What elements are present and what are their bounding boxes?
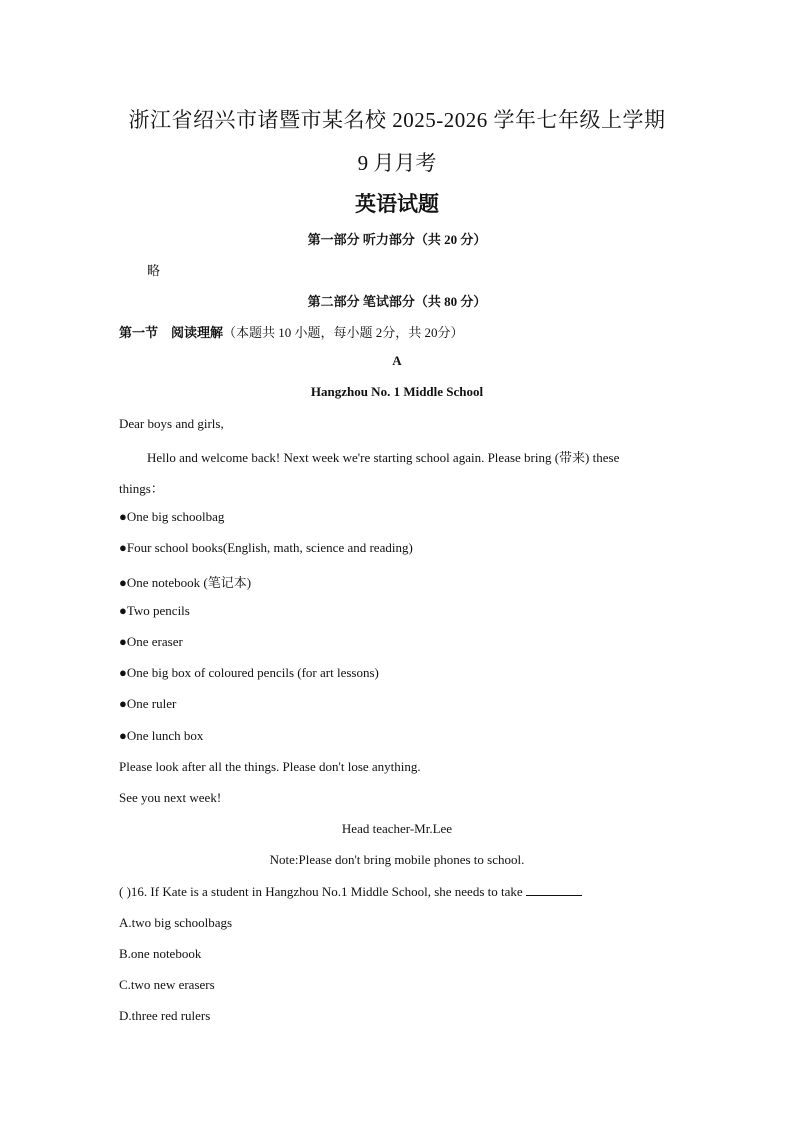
exam-subject-title: 英语试题 bbox=[355, 192, 439, 216]
list-item: ●One big box of coloured pencils (for art lessons) bbox=[119, 665, 379, 680]
passage-letter: A bbox=[392, 353, 402, 368]
letter-paragraph: Hello and welcome back! Next week we're starting school again. Please bring (带来) these bbox=[147, 450, 620, 465]
letter-paragraph-cont: things： bbox=[119, 481, 164, 496]
letter-greeting: Dear boys and girls, bbox=[119, 416, 224, 431]
answer-parenthesis: ( ) bbox=[119, 884, 131, 899]
question-16-stem bbox=[119, 884, 582, 900]
list-item: ●One notebook (笔记本) bbox=[119, 575, 252, 590]
list-item: ●One ruler bbox=[119, 696, 177, 711]
exam-title-line1: 浙江省绍兴市诸暨市某名校 2025-2026 学年七年级上学期 bbox=[128, 108, 666, 132]
answer-option-b: B.one notebook bbox=[119, 946, 202, 961]
part1-heading: 第一部分 听力部分（共 20 分） bbox=[307, 232, 487, 247]
section-heading bbox=[119, 322, 464, 341]
list-item: ●One big schoolbag bbox=[119, 509, 225, 524]
exam-title-line2: 9 月月考 bbox=[357, 151, 437, 175]
letter-signature: Head teacher-Mr.Lee bbox=[341, 821, 453, 836]
letter-closing: See you next week! bbox=[119, 790, 222, 805]
section-description: （本题共 10 小题，每小题 2分，共 20分） bbox=[223, 325, 464, 340]
list-item: ●Two pencils bbox=[119, 603, 190, 618]
list-item: ●One lunch box bbox=[119, 728, 204, 743]
list-item: ●One eraser bbox=[119, 634, 183, 649]
section-title: 阅读理解 bbox=[171, 325, 224, 340]
list-item: ●Four school books(English, math, science and reading) bbox=[119, 540, 413, 555]
passage-title: Hangzhou No. 1 Middle School bbox=[310, 384, 484, 399]
question-text: 16. If Kate is a student in Hangzhou No.1 Middle School, she needs to take bbox=[130, 884, 526, 899]
answer-option-d: D.three red rulers bbox=[119, 1008, 211, 1023]
section-label: 第一节 bbox=[119, 325, 159, 340]
part2-heading: 第二部分 笔试部分（共 80 分） bbox=[307, 294, 487, 309]
letter-closing: Please look after all the things. Please don't lose anything. bbox=[119, 759, 421, 774]
letter-note: Note:Please don't bring mobile phones to school. bbox=[269, 852, 525, 867]
part1-note: 略 bbox=[147, 263, 161, 278]
answer-blank bbox=[526, 884, 582, 896]
answer-option-a: A.two big schoolbags bbox=[119, 915, 233, 930]
answer-option-c: C.two new erasers bbox=[119, 977, 215, 992]
